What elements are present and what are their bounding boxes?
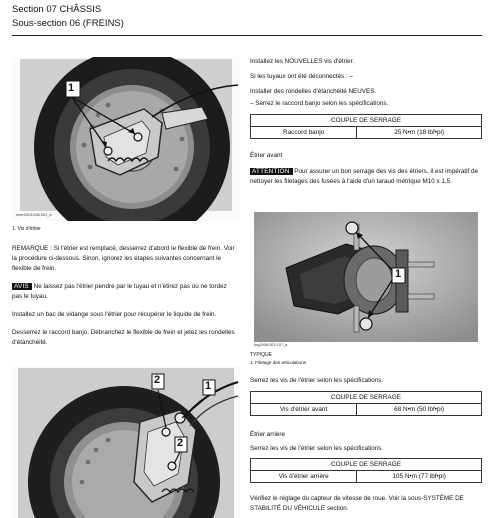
photo-reference: mmr2013-036-001_a [16, 213, 52, 217]
remarque-label: REMARQUE : [12, 245, 52, 252]
torque-table-header: COUPLE DE SERRAGE [251, 459, 482, 471]
section-title: Section 07 CHÂSSIS [12, 4, 102, 15]
torque-table-rear [250, 458, 482, 483]
torque-table-header: COUPLE DE SERRAGE [251, 115, 482, 127]
avis-label: AVIS [12, 283, 32, 290]
front-caliper-heading: Étrier avant [250, 152, 283, 159]
torque-item-value: 68 N•m (50 lbf•pi) [357, 404, 482, 416]
torque-item-name: Vis d'étrier avant [251, 404, 357, 416]
speed-sensor-paragraph: Vérifiez le réglage du capteur de vitesse de roue. Voir la sous-SYSTÈME DE STABILITÉ DU VÉHICULE section. [250, 495, 464, 512]
avis-paragraph [12, 282, 238, 302]
torque-item-name: Raccord banjo [251, 127, 357, 139]
left-text [12, 244, 238, 348]
caliper-illustration-1 [12, 57, 240, 221]
remarque-paragraph [12, 244, 238, 274]
photo-caption-title: TYPIQUE [250, 352, 272, 358]
caliper-photo-2 [12, 366, 240, 518]
torque-item-value: 105 N•m (77 lbf•pi) [357, 471, 482, 483]
torque-table-banjo [250, 114, 482, 139]
page-header [12, 3, 124, 31]
install-screws-line: Installez les NOUVELLES vis d'étrier. [250, 58, 355, 65]
photo-reference: rbg2008-003-107_a [254, 343, 288, 347]
callout-1: 1 [395, 268, 402, 280]
drain-paragraph: Installez un bac de vidange sous l'étrier pour récupérer le liquide de frein. [12, 311, 217, 318]
subsection-title: Sous-section 06 (FREINS) [12, 18, 124, 29]
rear-caliper-text [250, 430, 482, 454]
torque-item-value: 25 N•m (18 lbf•pi) [357, 127, 482, 139]
rear-caliper-heading: Étrier arrière [250, 431, 285, 438]
attention-label: ATTENTION [250, 168, 293, 175]
torque-table-header: COUPLE DE SERRAGE [251, 392, 482, 404]
new-washers-line: Installer des rondelles d'étanchéité NEUVES. [250, 88, 377, 95]
callout-1: 1 [205, 380, 212, 392]
knuckle-illustration [250, 210, 482, 348]
attention-paragraph [250, 167, 482, 187]
photo-caption: 1. Vis d'étrier [12, 226, 41, 232]
header-rule [12, 35, 482, 36]
callout-2-top: 2 [154, 374, 161, 386]
banjo-paragraph: Desserrez le raccord banjo. Débranchez le flexible de frein et jetez les rondelles d'étanchéité. [12, 329, 235, 346]
right-text-top [250, 57, 482, 109]
torque-item-name: Vis d'étrier arrière [251, 471, 357, 483]
tighten-banjo-line: – Serrez le raccord banjo selon les spécifications. [250, 100, 389, 107]
remarque-text: Si l'étrier est remplacé, desserrez d'abord le flexible de frein. Voir la procédure ci-dessous. Sinon, ignorez les étapes suivantes concernant le flexible de frein. [12, 245, 235, 272]
disconnected-hoses-line: Si les tuyaux ont été déconnectés : – [250, 73, 353, 80]
final-text [250, 494, 482, 514]
front-caliper-text [250, 151, 482, 187]
torque-table-front [250, 391, 482, 416]
caliper-photo-1 [12, 57, 240, 221]
attention-text: Pour assurer un bon serrage des vis des étriers, il est impératif de nettoyer les filetages des fusées à l'aide d'un taraud métrique M10 x 1,5. [250, 168, 479, 185]
knuckle-photo [250, 210, 482, 348]
callout-1: 1 [68, 82, 75, 94]
tighten-front-line: Serrez les vis de l'étrier selon les spécifications. [250, 377, 384, 384]
front-torque-intro [250, 376, 482, 386]
callout-2-bottom: 2 [177, 437, 184, 449]
tighten-rear-line: Serrez les vis de l'étrier selon les spécifications. [250, 445, 384, 452]
avis-text: Ne laissez pas l'étrier pendre par le tuyau et n'étirez pas ou ne tordez pas le tuyau. [12, 283, 227, 300]
photo-caption: 1. Filetage des articulations [250, 360, 306, 365]
